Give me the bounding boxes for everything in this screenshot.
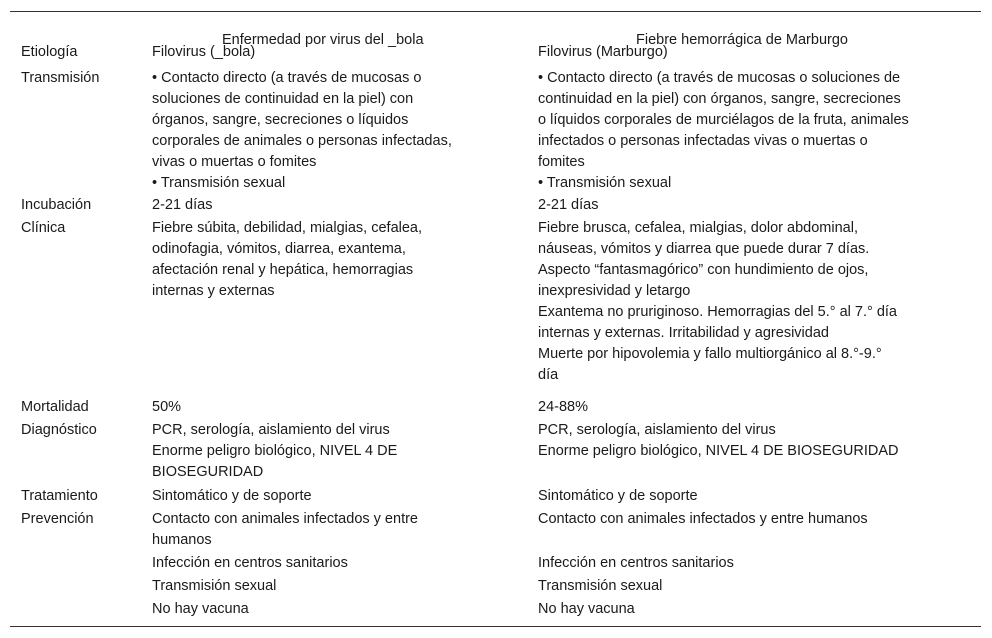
cell-line: órganos, sangre, secreciones o líquidos	[152, 112, 409, 128]
cell-line: fomites	[538, 154, 585, 170]
cell-line: Filovirus (Marburgo)	[538, 44, 668, 60]
cell-marburg	[538, 68, 958, 194]
row-label: Prevención	[21, 511, 94, 527]
cell-line: • Contacto directo (a través de mucosas o	[152, 70, 422, 86]
row-label: Mortalidad	[21, 399, 89, 415]
cell-ebola	[152, 599, 502, 620]
row-label: Diagnóstico	[21, 422, 97, 438]
row-label: Tratamiento	[21, 488, 98, 504]
cell-ebola	[152, 420, 502, 483]
cell-marburg	[538, 195, 958, 216]
cell-line: soluciones de continuidad en la piel) con	[152, 91, 414, 107]
cell-line: día	[538, 367, 559, 383]
cell-line: Contacto con animales infectados y entre	[152, 511, 418, 527]
cell-marburg	[538, 420, 958, 462]
cell-line: odinofagia, vómitos, diarrea, exantema,	[152, 241, 406, 257]
cell-line: afectación renal y hepática, hemorragias	[152, 262, 414, 278]
cell-line: 50%	[152, 399, 182, 415]
cell-ebola	[152, 68, 502, 194]
cell-line: Enorme peligro biológico, NIVEL 4 DE	[152, 443, 398, 459]
cell-line: continuidad en la piel) con órganos, sangre, secreciones	[538, 91, 901, 107]
cell-line: 2-21 días	[152, 197, 213, 213]
cell-line: BIOSEGURIDAD	[152, 464, 264, 480]
row-label: Incubación	[21, 197, 92, 213]
row-label: Transmisión	[21, 70, 100, 86]
row-label: Etiología	[21, 44, 78, 60]
cell-marburg	[538, 599, 958, 620]
cell-line: o líquidos corporales de murciélagos de la fruta, animales	[538, 112, 909, 128]
cell-line: Enorme peligro biológico, NIVEL 4 DE BIOSEGURIDAD	[538, 443, 899, 459]
cell-line: Sintomático y de soporte	[152, 488, 312, 504]
cell-line: náuseas, vómitos y diarrea que puede durar 7 días.	[538, 241, 870, 257]
cell-ebola	[152, 42, 502, 63]
cell-line: • Transmisión sexual	[538, 175, 672, 191]
cell-line: inexpresividad y letargo	[538, 283, 691, 299]
comparison-table	[10, 11, 981, 627]
cell-line: Contacto con animales infectados y entre humanos	[538, 511, 868, 527]
header-marburg: Fiebre hemorrágica de Marburgo	[636, 32, 848, 48]
cell-line: Filovirus (_bola)	[152, 44, 256, 60]
cell-line: internas y externas. Irritabilidad y agresividad	[538, 325, 829, 341]
cell-line: Transmisión sexual	[538, 578, 663, 594]
cell-line: • Contacto directo (a través de mucosas o soluciones de	[538, 70, 901, 86]
cell-line: 24-88%	[538, 399, 588, 415]
cell-line: Fiebre brusca, cefalea, mialgias, dolor abdominal,	[538, 220, 858, 236]
cell-line: infectados o personas infectadas vivas o muertas o	[538, 133, 868, 149]
cell-line: Infección en centros sanitarios	[152, 555, 348, 571]
cell-line: No hay vacuna	[538, 601, 635, 617]
cell-line: Fiebre súbita, debilidad, mialgias, cefalea,	[152, 220, 423, 236]
row-label: Clínica	[21, 220, 66, 236]
cell-marburg	[538, 218, 958, 386]
cell-marburg	[538, 576, 958, 597]
cell-marburg	[538, 509, 958, 530]
cell-line: internas y externas	[152, 283, 275, 299]
cell-line: PCR, serología, aislamiento del virus	[538, 422, 776, 438]
cell-ebola	[152, 195, 502, 216]
header-ebola: Enfermedad por virus del _bola	[222, 32, 424, 48]
cell-line: Aspecto “fantasmagórico” con hundimiento de ojos,	[538, 262, 869, 278]
cell-line: Sintomático y de soporte	[538, 488, 698, 504]
cell-marburg	[538, 42, 958, 63]
cell-marburg	[538, 397, 958, 418]
cell-ebola	[152, 397, 502, 418]
cell-line: PCR, serología, aislamiento del virus	[152, 422, 390, 438]
cell-line: Infección en centros sanitarios	[538, 555, 734, 571]
cell-line: Exantema no pruriginoso. Hemorragias del 5.° al 7.° día	[538, 304, 897, 320]
cell-line: Muerte por hipovolemia y fallo multiorgánico al 8.°-9.°	[538, 346, 882, 362]
cell-ebola	[152, 218, 502, 302]
cell-line: Transmisión sexual	[152, 578, 277, 594]
cell-line: vivas o muertas o fomites	[152, 154, 317, 170]
cell-line: 2-21 días	[538, 197, 599, 213]
cell-ebola	[152, 576, 502, 597]
cell-line: • Transmisión sexual	[152, 175, 286, 191]
cell-marburg	[538, 486, 958, 507]
cell-ebola	[152, 509, 502, 551]
cell-line: No hay vacuna	[152, 601, 249, 617]
cell-marburg	[538, 553, 958, 574]
cell-ebola	[152, 553, 502, 574]
cell-ebola	[152, 486, 502, 507]
cell-line: humanos	[152, 532, 212, 548]
cell-line: corporales de animales o personas infectadas,	[152, 133, 452, 149]
